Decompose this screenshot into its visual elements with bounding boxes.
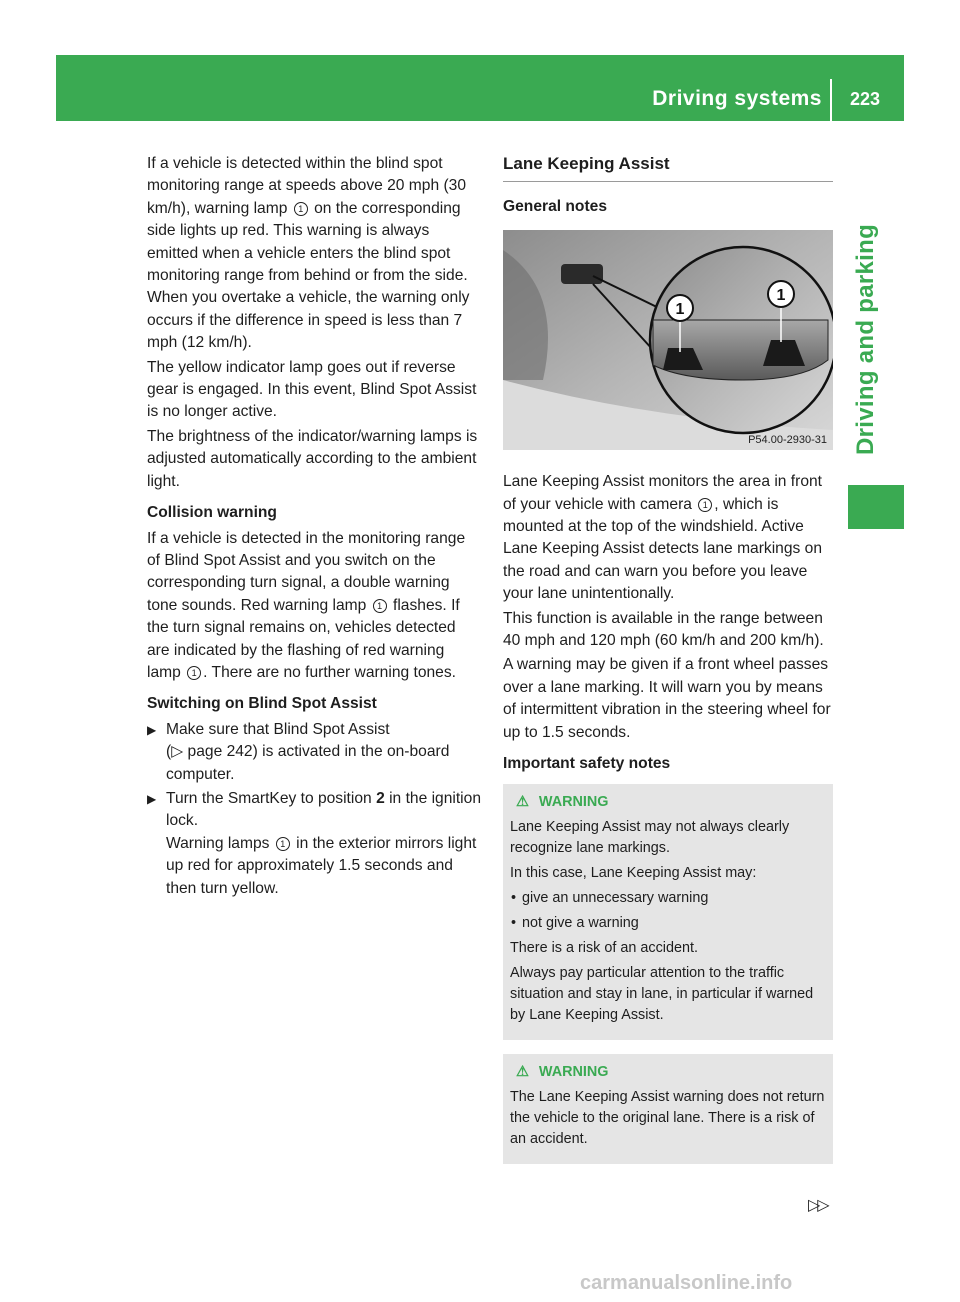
warning-text: Lane Keeping Assist may not always clearly recognize lane markings. — [510, 818, 790, 856]
safety-heading: Important safety notes — [503, 755, 671, 773]
paragraph: The yellow indicator lamp goes out if reverse gear is engaged. In this event, Blind Spot Assist is no longer active. — [147, 358, 477, 421]
right-column — [503, 153, 833, 1178]
collision-heading: Collision warning — [147, 504, 277, 522]
list-item: • not give a warning — [510, 913, 826, 934]
warning-box — [503, 1054, 833, 1164]
instruction-step: ▶ Turn the SmartKey to position 2 in the ignition lock. Warning lamps 1 in the exterior mirrors light up red for approximately 1.5 seconds and then turn yellow. — [147, 789, 481, 897]
callout-1-icon: 1 — [276, 837, 290, 851]
paragraph: If a vehicle is detected in the monitoring range of Blind Spot Assist and you switch on the corresponding turn signal, a double warning tone sounds. Red warning lamp 1 flashes. If the turn signal remains on, vehicles detected are indicated by the flashing of red warning lamp 1 . There are no further warning tones. — [147, 529, 466, 681]
page-header — [56, 55, 904, 121]
camera-figure — [503, 230, 833, 450]
watermark: carmanualsonline.info — [580, 1272, 793, 1294]
header-title: Driving systems — [652, 87, 822, 110]
paragraph: Lane Keeping Assist monitors the area in front of your vehicle with camera 1 , which is mounted at the top of the windshield. Active Lane Keeping Assist detects lane markings on the road and can warn you before you leave your lane unintentionally. — [503, 473, 823, 603]
page-ref-arrow-icon: ▷ — [171, 743, 184, 761]
warning-text: Always pay particular attention to the traffic situation and stay in lane, in particular if warned by Lane Keeping Assist. — [510, 964, 814, 1023]
paragraph: A warning may be given if a front wheel passes over a lane marking. It will warn you by means of intermittent vibration in the steering wheel for up to 1.5 seconds. — [503, 656, 831, 741]
callout-1-label: 1 — [776, 286, 786, 304]
warning-text: The Lane Keeping Assist warning does not return the vehicle to the original lane. There is a risk of an accident. — [510, 1088, 825, 1147]
warning-triangle-icon: ⚠ — [516, 793, 529, 810]
paragraph: The brightness of the indicator/warning lamps is adjusted automatically according to the ambient light. — [147, 427, 478, 490]
side-tab-marker — [848, 485, 904, 529]
callout-1-icon: 1 — [698, 498, 712, 512]
list-item: • give an unnecessary warning — [510, 888, 826, 909]
continue-arrow-icon: ▷▷ — [808, 1197, 827, 1214]
figure-code: P54.00-2930-31 — [748, 433, 827, 446]
warning-triangle-icon: ⚠ — [516, 1063, 529, 1080]
header-divider — [830, 79, 832, 121]
page-reference[interactable]: page 242 — [187, 743, 253, 761]
section-title: Lane Keeping Assist — [503, 153, 833, 182]
warning-header: ⚠ WARNING — [510, 792, 826, 813]
step-arrow-icon: ▶ — [147, 791, 157, 806]
left-column — [147, 153, 481, 902]
callout-1-label: 1 — [675, 300, 685, 318]
callout-1-icon: 1 — [187, 666, 201, 680]
warning-text: There is a risk of an accident. — [510, 939, 698, 956]
warning-header: ⚠ WARNING — [510, 1062, 826, 1083]
instruction-step: ▶ Make sure that Blind Spot Assist (▷ page 242) is activated in the on-board computer. — [147, 720, 450, 783]
general-notes-heading: General notes — [503, 198, 607, 216]
paragraph: If a vehicle is detected within the blind spot monitoring range at speeds above 20 mph (30 km/h), warning lamp 1 on the corresponding side lights up red. This warning is always emitted when a vehicle enters the blind spot monitoring range from behind or from the side. When you overtake a vehicle, the warning only occurs if the difference in speed is less than 7 mph (12 km/h). — [147, 155, 470, 352]
page-number: 223 — [849, 89, 880, 109]
paragraph: This function is available in the range between 40 mph and 120 mph (60 km/h and 200 km/h). — [503, 609, 824, 650]
switching-heading: Switching on Blind Spot Assist — [147, 695, 377, 713]
step-arrow-icon: ▶ — [147, 722, 157, 737]
side-tab-label: Driving and parking — [852, 223, 879, 455]
warning-box — [503, 784, 833, 1040]
callout-1-icon: 1 — [373, 599, 387, 613]
warning-text: In this case, Lane Keeping Assist may: — [510, 864, 757, 881]
callout-1-icon: 1 — [294, 202, 308, 216]
camera-unit — [561, 264, 603, 284]
